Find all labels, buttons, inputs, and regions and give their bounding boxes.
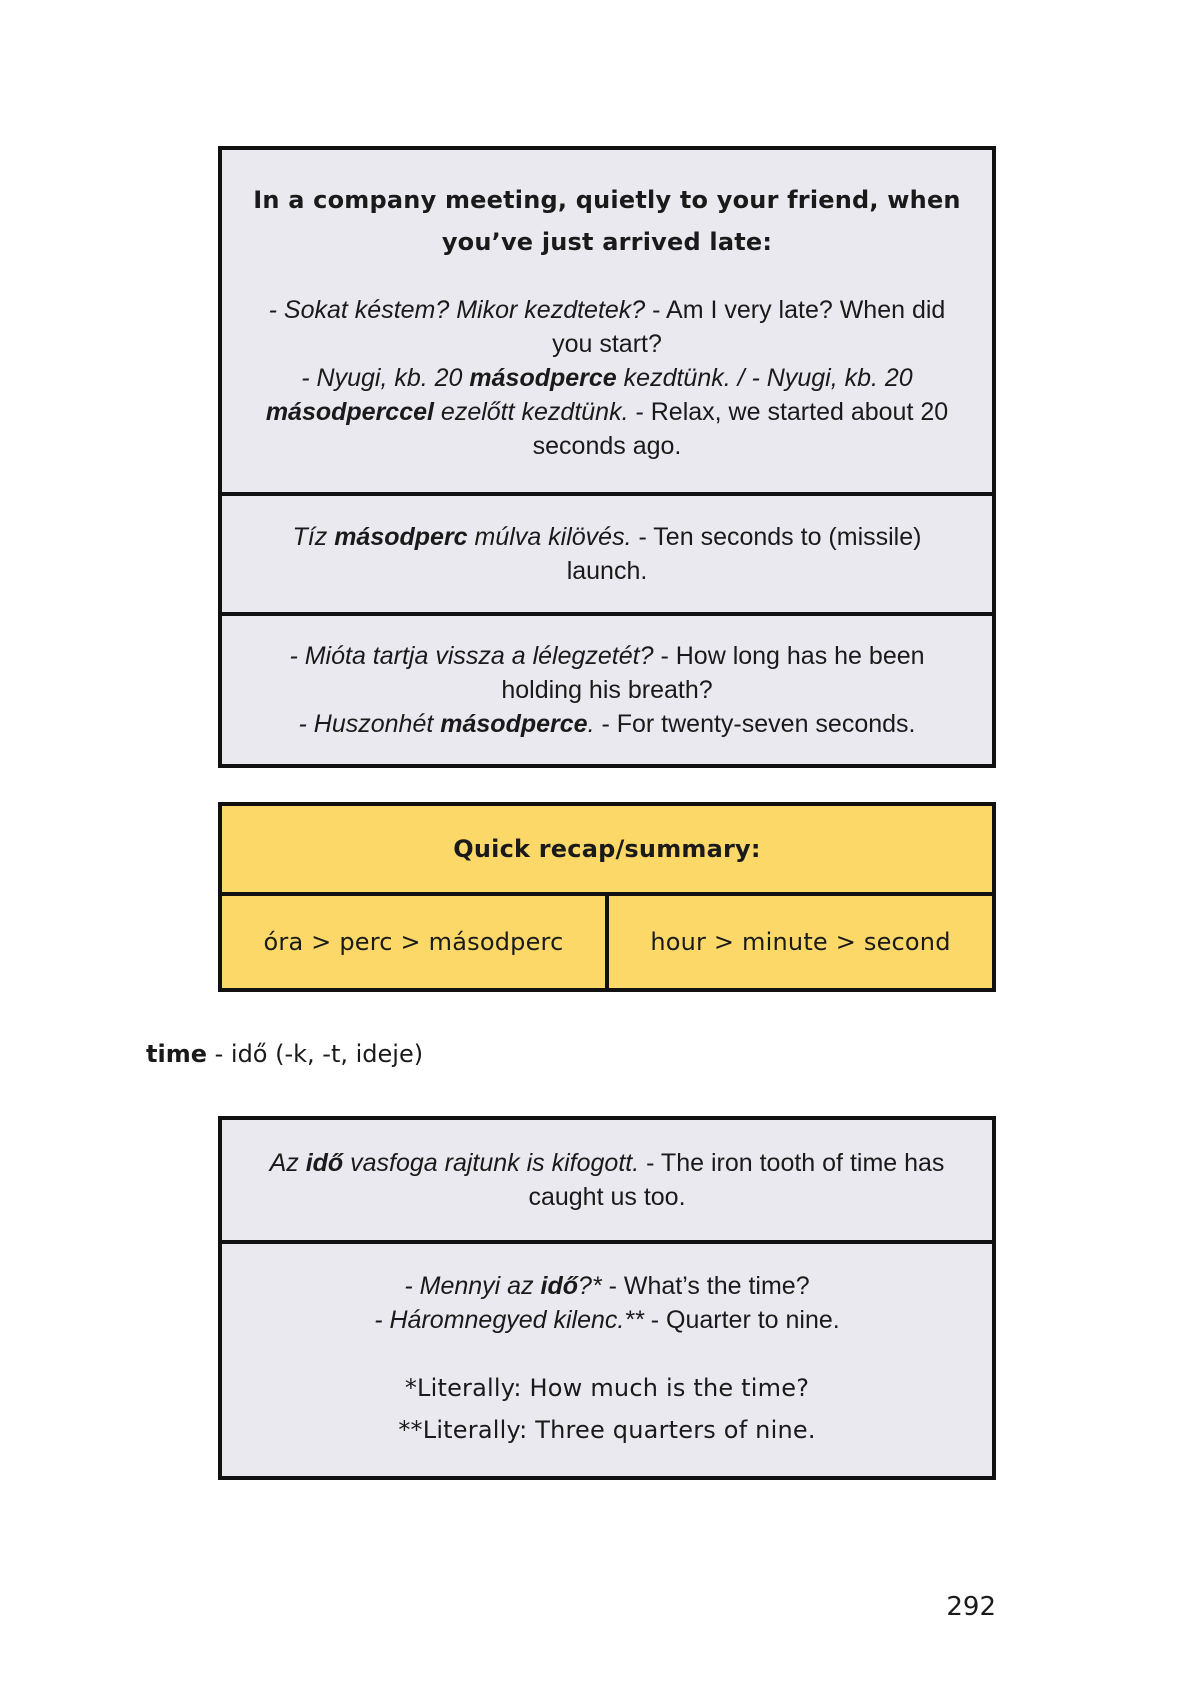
example-cell-iron-tooth: Az idő vasfoga rajtunk is kifogott. - The iron tooth of time has caught us too.	[269, 1149, 945, 1211]
recap-title: Quick recap/summary:	[222, 806, 992, 896]
highlighted-word: másodperccel	[265, 398, 434, 426]
recap-hungarian: óra > perc > másodperc	[263, 928, 564, 956]
hungarian-text: - Sokat késtem? Mikor kezdtetek?	[268, 296, 646, 324]
english-text: - The iron tooth of time has caught us too.	[528, 1149, 945, 1211]
example-dialogue: - Sokat késtem? Mikor kezdtetek? - Am I very late? When did you start? - Nyugi, kb. 20 másodperce kezdtünk. / - Nyugi, kb. 20 másodperccel ezelőtt kezdtünk. - Relax, we started about 20 seconds ago.	[265, 296, 949, 460]
vocab-term: time	[146, 1040, 207, 1068]
vocab-entry	[146, 1036, 423, 1072]
english-text: - Quarter to nine.	[643, 1306, 840, 1334]
example-cell-what-time: - Mennyi az idő?* - What’s the time? - Háromnegyed kilenc.** - Quarter to nine. *Literally: How much is the time? **Literally: Three quarters of nine.	[222, 1240, 992, 1476]
highlighted-word: másodperce	[469, 364, 617, 392]
english-text: - For twenty-seven seconds.	[594, 710, 916, 738]
recap-box	[218, 802, 996, 992]
example-cell-meeting	[222, 150, 992, 492]
english-text: - Am I very late? When did you start?	[552, 296, 946, 358]
note-1: *Literally: How much is the time?	[404, 1374, 810, 1402]
highlighted-word: másodperc	[334, 523, 468, 551]
english-text: - How long has he been holding his breath?	[501, 642, 925, 704]
note-2: **Literally: Three quarters of nine.	[398, 1416, 816, 1444]
recap-row	[222, 896, 992, 988]
english-text: - Relax, we started about 20 seconds ago.	[532, 398, 949, 460]
english-text: - What’s the time?	[601, 1272, 810, 1300]
example-heading: In a company meeting, quietly to your friend, when you’ve just arrived late:	[253, 186, 961, 256]
english-text: - Ten seconds to (missile) launch.	[566, 523, 922, 585]
example-box-time	[218, 1116, 996, 1480]
literal-notes	[252, 1367, 962, 1451]
highlighted-word: idő	[540, 1272, 579, 1300]
example-cell-breath: - Mióta tartja vissza a lélegzetét? - How long has he been holding his breath? - Huszonhét másodperce. - For twenty-seven seconds.	[222, 612, 992, 764]
highlighted-word: másodperce	[440, 710, 588, 738]
page-number: 292	[946, 1592, 996, 1622]
highlighted-word: idő	[305, 1149, 344, 1177]
recap-english: hour > minute > second	[605, 896, 992, 988]
example-box-seconds	[218, 146, 996, 768]
vocab-definition: - idő (-k, -t, ideje)	[206, 1040, 424, 1068]
example-cell-launch: Tíz másodperc múlva kilövés. - Ten seconds to (missile) launch.	[222, 492, 992, 612]
